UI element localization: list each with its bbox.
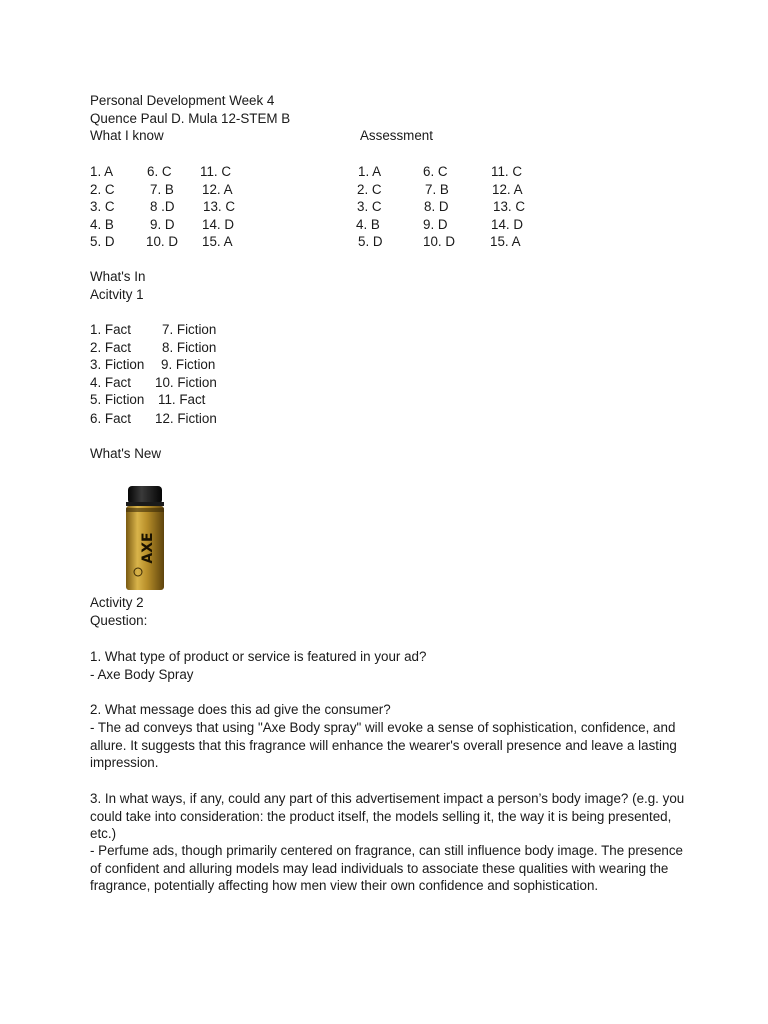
activity1-answer: 9. Fiction — [161, 357, 216, 372]
what-i-know-answer: 5. D — [90, 234, 115, 249]
answer-2: - The ad conveys that using "Axe Body spray" will evoke a sense of sophistication, confidence, and allure. It suggests that this fragrance will enhance the wearer's overall presence and leave a lasting impression. — [90, 720, 677, 770]
axe-brand-text: AXE — [140, 532, 156, 564]
assessment-answer: 11. C — [491, 164, 523, 179]
assessment-answer: 8. D — [424, 199, 449, 214]
what-i-know-answer: 6. C — [147, 164, 172, 179]
assessment-answer: 3. C — [357, 199, 382, 214]
assessment-heading: Assessment — [360, 128, 433, 143]
assessment-answer: 13. C — [493, 199, 526, 214]
activity1-answer: 12. Fiction — [155, 411, 217, 426]
question-3: 3. In what ways, if any, could any part of this advertisement impact a person’s body image? (e.g. you could take into consideration: the product itself, the models selling it, the way it is being presented, etc.) — [90, 791, 685, 841]
answer-3: - Perfume ads, though primarily centered on fragrance, can still influence body image. The presence of confident and alluring models may lead individuals to associate these qualities with wearing the fragrance, potentially affecting how men view their own confidence and sophistication. — [90, 843, 683, 893]
what-i-know-answer: 14. D — [202, 217, 235, 232]
question-label: Question: — [90, 613, 148, 628]
activity1-heading: Acitvity 1 — [90, 287, 144, 302]
assessment-answer: 12. A — [492, 182, 523, 197]
activity1-answer: 1. Fact — [90, 322, 131, 337]
what-i-know-answer: 10. D — [146, 234, 179, 249]
activity1-answer: 10. Fiction — [155, 375, 217, 390]
what-i-know-answer: 4. B — [90, 217, 114, 232]
assessment-answer: 14. D — [491, 217, 524, 232]
assessment-answer: 5. D — [358, 234, 383, 249]
what-i-know-answer: 15. A — [202, 234, 233, 249]
student-name: Quence Paul D. Mula 12-STEM B — [90, 111, 291, 126]
assessment-answer: 4. B — [356, 217, 380, 232]
assessment-answer: 7. B — [425, 182, 449, 197]
what-i-know-answer: 12. A — [202, 182, 233, 197]
document-title: Personal Development Week 4 — [90, 93, 275, 108]
question-2: 2. What message does this ad give the consumer? — [90, 702, 391, 717]
activity1-answer: 3. Fiction — [90, 357, 145, 372]
what-i-know-answer: 9. D — [150, 217, 175, 232]
assessment-answer: 1. A — [358, 164, 382, 179]
what-i-know-answer: 3. C — [90, 199, 115, 214]
assessment-answer: 15. A — [490, 234, 521, 249]
question-1: 1. What type of product or service is featured in your ad? — [90, 649, 427, 664]
activity1-answer: 7. Fiction — [162, 322, 217, 337]
activity1-answer: 4. Fact — [90, 375, 131, 390]
whats-new-heading: What's New — [90, 446, 162, 461]
activity2-heading: Activity 2 — [90, 595, 144, 610]
assessment-answer: 9. D — [423, 217, 448, 232]
activity1-answer: 5. Fiction — [90, 392, 145, 407]
assessment-answer: 6. C — [423, 164, 448, 179]
activity1-answer: 8. Fiction — [162, 340, 217, 355]
activity1-answer: 11. Fact — [158, 392, 206, 407]
whats-in-heading: What's In — [90, 269, 146, 284]
answer-1: - Axe Body Spray — [90, 667, 194, 682]
assessment-answer: 10. D — [423, 234, 456, 249]
what-i-know-answer: 11. C — [200, 164, 232, 179]
what-i-know-answer: 13. C — [203, 199, 236, 214]
activity1-answer: 2. Fact — [90, 340, 131, 355]
what-i-know-heading: What I know — [90, 128, 164, 143]
activity1-answer: 6. Fact — [90, 411, 131, 426]
what-i-know-answer: 7. B — [150, 182, 174, 197]
what-i-know-answer: 1. A — [90, 164, 114, 179]
what-i-know-answer: 8 .D — [150, 199, 175, 214]
what-i-know-answer: 2. C — [90, 182, 115, 197]
assessment-answer: 2. C — [357, 182, 382, 197]
axe-spray-can-image — [118, 484, 178, 592]
